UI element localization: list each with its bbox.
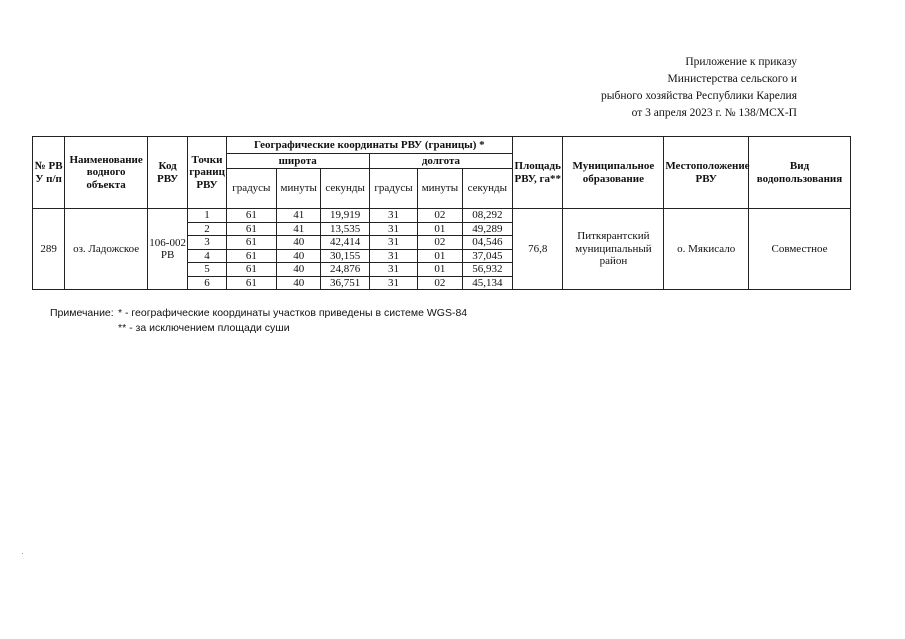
cell-lon-min: 02: [418, 236, 462, 250]
cell-municipality: Питкярантский муниципальный район: [563, 209, 664, 290]
header-line-4: от 3 апреля 2023 г. № 138/МСХ-П: [631, 107, 797, 119]
header-lat-sec: секунды: [321, 169, 369, 209]
header-num: № РВ У п/п: [33, 137, 65, 209]
cell-point: 3: [188, 236, 226, 250]
cell-lat-deg: 61: [226, 263, 276, 277]
header-lon-min: минуты: [418, 169, 462, 209]
header-line-1: Приложение к приказу: [685, 56, 797, 68]
cell-lat-sec: 13,535: [321, 222, 369, 236]
header-name: Наименование водного объекта: [65, 137, 148, 209]
cell-name: оз. Ладожское: [65, 209, 148, 290]
header-usage: Вид водопользования: [749, 137, 851, 209]
cell-usage: Совместное: [749, 209, 851, 290]
cell-lat-deg: 61: [226, 209, 276, 223]
header-municipality: Муниципальное образование: [563, 137, 664, 209]
header-point: Точки границ РВУ: [188, 137, 226, 209]
header-area: Площадь РВУ, га**: [513, 137, 563, 209]
header-latitude: широта: [226, 154, 369, 169]
cell-lat-deg: 61: [226, 249, 276, 263]
footnote: [50, 306, 467, 336]
header-line-3: рыбного хозяйства Республики Карелия: [601, 90, 797, 102]
cell-lat-min: 41: [277, 209, 321, 223]
cell-lon-min: 01: [418, 249, 462, 263]
header-lon-deg: градусы: [369, 169, 417, 209]
cell-lon-sec: 49,289: [462, 222, 512, 236]
cell-lon-deg: 31: [369, 209, 417, 223]
cell-lat-sec: 36,751: [321, 276, 369, 290]
cell-area: 76,8: [513, 209, 563, 290]
footnote-line-2: ** - за исключением площади суши: [118, 322, 290, 334]
header-code: Код РВУ: [147, 137, 187, 209]
cell-point: 5: [188, 263, 226, 277]
table-row: [33, 209, 851, 223]
cell-lat-sec: 30,155: [321, 249, 369, 263]
header-lat-deg: градусы: [226, 169, 276, 209]
cell-point: 1: [188, 209, 226, 223]
cell-location: о. Мякисало: [664, 209, 749, 290]
cell-lat-sec: 24,876: [321, 263, 369, 277]
cell-lat-min: 41: [277, 222, 321, 236]
header-coords: Географические координаты РВУ (границы) *: [226, 137, 512, 154]
cell-lon-sec: 08,292: [462, 209, 512, 223]
cell-lat-min: 40: [277, 249, 321, 263]
header-lat-min: минуты: [277, 169, 321, 209]
cell-lon-deg: 31: [369, 222, 417, 236]
cell-code: 106-002 РВ: [147, 209, 187, 290]
cell-lat-deg: 61: [226, 236, 276, 250]
cell-lon-deg: 31: [369, 236, 417, 250]
cell-lon-sec: 56,932: [462, 263, 512, 277]
cell-lon-deg: 31: [369, 276, 417, 290]
cell-point: 4: [188, 249, 226, 263]
scan-speck: [22, 553, 23, 554]
cell-lon-min: 01: [418, 263, 462, 277]
cell-lon-min: 02: [418, 276, 462, 290]
cell-lat-sec: 19,919: [321, 209, 369, 223]
cell-num: 289: [33, 209, 65, 290]
document-header: [601, 54, 797, 122]
header-line-2: Министерства сельского и: [667, 73, 797, 85]
header-longitude: долгота: [369, 154, 512, 169]
cell-lon-deg: 31: [369, 249, 417, 263]
cell-lon-sec: 37,045: [462, 249, 512, 263]
cell-lat-deg: 61: [226, 222, 276, 236]
cell-lon-min: 01: [418, 222, 462, 236]
cell-lon-min: 02: [418, 209, 462, 223]
cell-lat-min: 40: [277, 276, 321, 290]
header-lon-sec: секунды: [462, 169, 512, 209]
cell-lat-min: 40: [277, 263, 321, 277]
footnote-line-1: * - географические координаты участков приведены в системе WGS-84: [118, 307, 468, 319]
footnote-label: Примечание:: [50, 307, 114, 319]
cell-lon-sec: 04,546: [462, 236, 512, 250]
cell-point: 6: [188, 276, 226, 290]
coordinates-table: [32, 136, 851, 290]
cell-lat-sec: 42,414: [321, 236, 369, 250]
cell-lon-deg: 31: [369, 263, 417, 277]
header-location: Местоположение РВУ: [664, 137, 749, 209]
cell-lat-deg: 61: [226, 276, 276, 290]
cell-point: 2: [188, 222, 226, 236]
cell-lon-sec: 45,134: [462, 276, 512, 290]
cell-lat-min: 40: [277, 236, 321, 250]
